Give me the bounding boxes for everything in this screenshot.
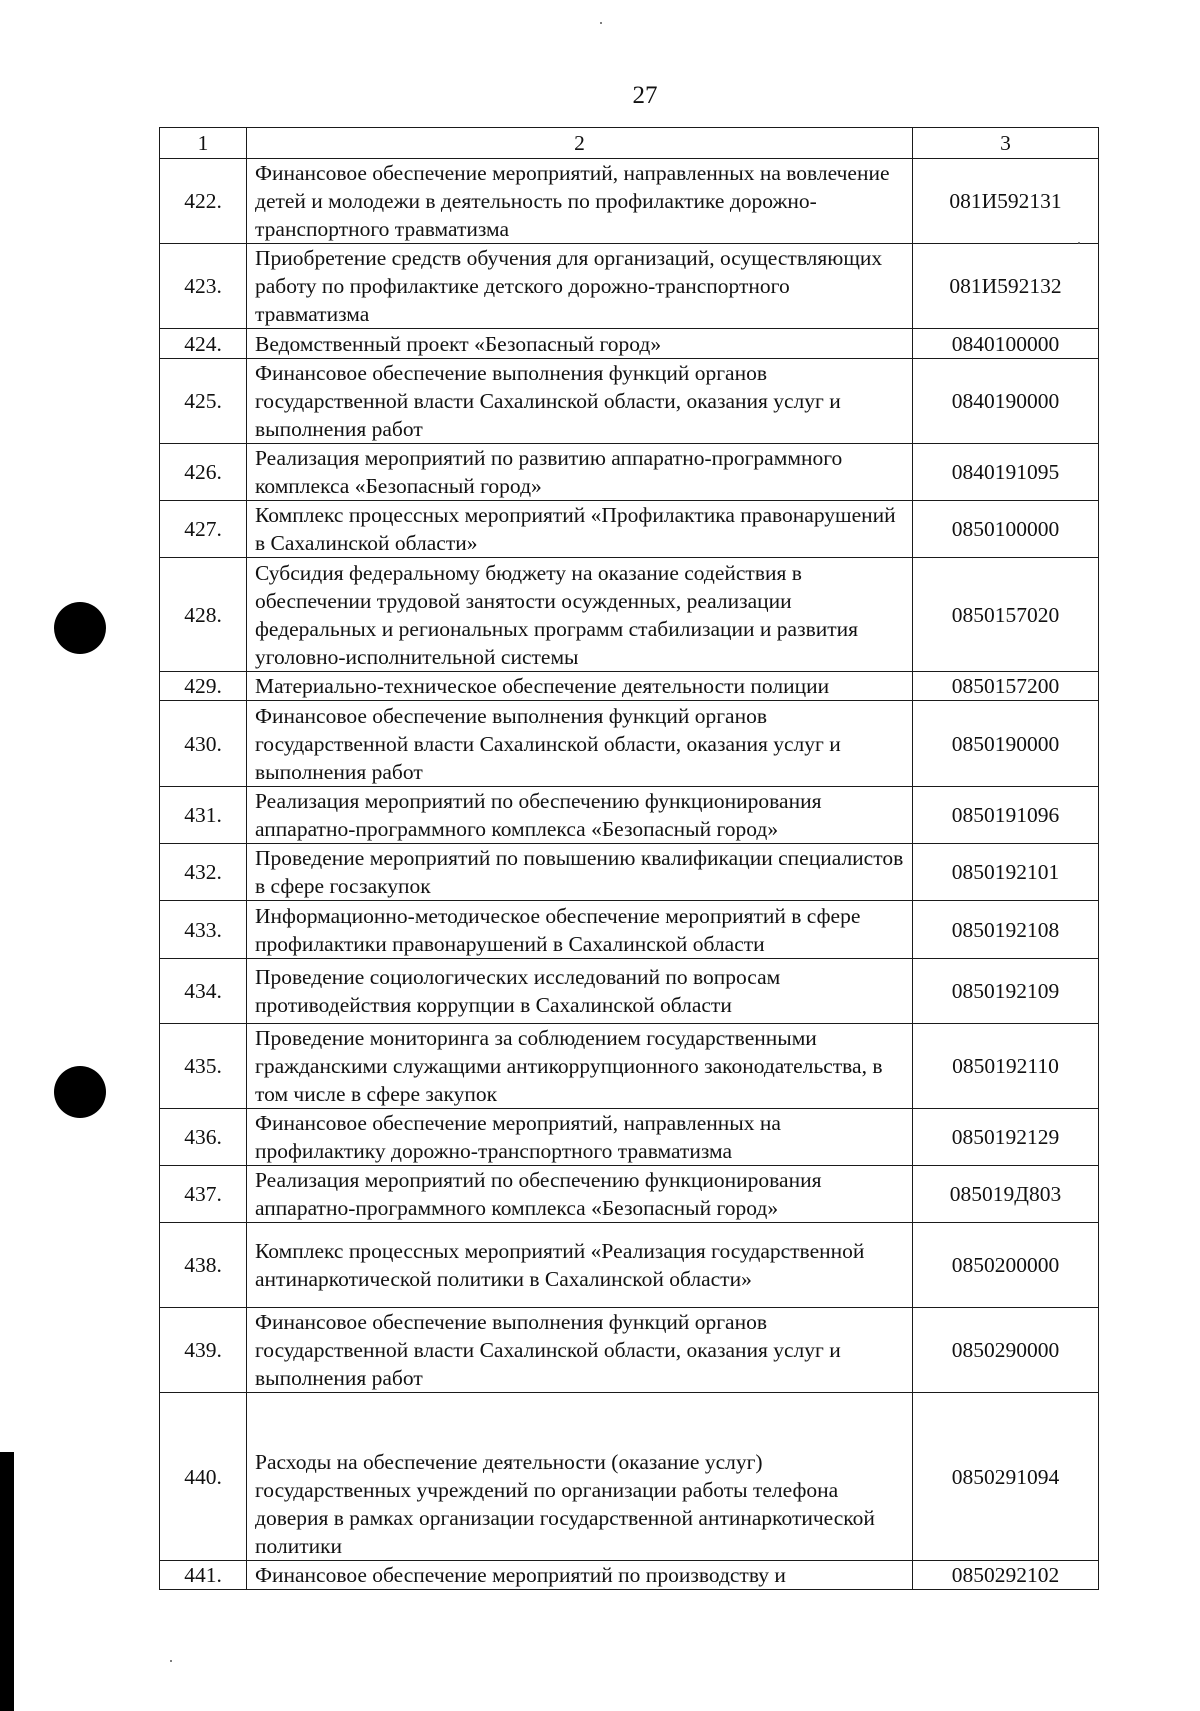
row-number: 423. [160,244,247,329]
table-row [160,501,1099,558]
row-name: Проведение социологических исследований по вопросам противодействия коррупции в Сахалинской области [247,959,913,1024]
row-code: 0850192110 [913,1024,1099,1109]
row-name: Материально-техническое обеспечение деятельности полиции [247,672,913,701]
row-number: 436. [160,1109,247,1166]
table-row [160,959,1099,1024]
page-number: 27 [632,82,658,109]
row-name: Реализация мероприятий по обеспечению функционирования аппаратно-программного комплекса «Безопасный город» [247,787,913,844]
table-row [160,244,1099,329]
row-code: 0850292102 [913,1561,1099,1590]
table-row [160,787,1099,844]
row-number: 430. [160,701,247,787]
column-header-name: 2 [247,128,913,159]
budget-classification-table [159,127,1099,1590]
scan-speck [170,1660,172,1662]
row-code: 0840190000 [913,359,1099,444]
row-name: Реализация мероприятий по обеспечению функционирования аппаратно-программного комплекса «Безопасный город» [247,1166,913,1223]
row-number: 435. [160,1024,247,1109]
column-header-code: 3 [913,128,1099,159]
row-name: Финансовое обеспечение мероприятий по производству и [247,1561,913,1590]
table-row [160,672,1099,701]
table-row [160,1166,1099,1223]
row-number: 425. [160,359,247,444]
table-row [160,1024,1099,1109]
row-name: Проведение мониторинга за соблюдением государственными гражданскими служащими антикоррупционного законодательства, в том числе в сфере закупок [247,1024,913,1109]
row-code: 0850192109 [913,959,1099,1024]
table-row [160,1561,1099,1590]
row-code: 0850192101 [913,844,1099,901]
punch-hole-mark [54,1066,106,1118]
table-row [160,701,1099,787]
row-name: Комплекс процессных мероприятий «Реализация государственной антинаркотической политики в Сахалинской области» [247,1223,913,1308]
table-row [160,558,1099,672]
table-row [160,844,1099,901]
row-code: 0850100000 [913,501,1099,558]
row-number: 428. [160,558,247,672]
row-name: Приобретение средств обучения для организаций, осуществляющих работу по профилактике детского дорожно-транспортного травматизма [247,244,913,329]
table-row [160,359,1099,444]
row-name: Финансовое обеспечение выполнения функций органов государственной власти Сахалинской области, оказания услуг и выполнения работ [247,359,913,444]
table-row [160,444,1099,501]
row-number: 427. [160,501,247,558]
row-number: 424. [160,329,247,359]
row-code: 081И592131 [913,159,1099,244]
row-number: 438. [160,1223,247,1308]
row-name: Комплекс процессных мероприятий «Профилактика правонарушений в Сахалинской области» [247,501,913,558]
row-code: 0850290000 [913,1308,1099,1393]
scan-speck [600,22,602,24]
table-row [160,329,1099,359]
row-number: 440. [160,1393,247,1561]
row-code: 0850291094 [913,1393,1099,1561]
table-row [160,1308,1099,1393]
row-name: Финансовое обеспечение выполнения функций органов государственной власти Сахалинской области, оказания услуг и выполнения работ [247,1308,913,1393]
column-header-number: 1 [160,128,247,159]
row-code: 0850190000 [913,701,1099,787]
table-header-row [160,128,1099,159]
punch-hole-mark [54,602,106,654]
row-number: 426. [160,444,247,501]
row-code: 085019Д803 [913,1166,1099,1223]
table-row [160,1109,1099,1166]
row-number: 429. [160,672,247,701]
row-name: Реализация мероприятий по развитию аппаратно-программного комплекса «Безопасный город» [247,444,913,501]
row-number: 433. [160,901,247,959]
row-name: Информационно-методическое обеспечение мероприятий в сфере профилактики правонарушений в Сахалинской области [247,901,913,959]
row-name: Финансовое обеспечение мероприятий, направленных на вовлечение детей и молодежи в деятельность по профилактике дорожно-транспортного травматизма [247,159,913,244]
table-row [160,1223,1099,1308]
scan-edge-shadow [0,1452,14,1711]
row-name: Финансовое обеспечение выполнения функций органов государственной власти Сахалинской области, оказания услуг и выполнения работ [247,701,913,787]
table-row [160,901,1099,959]
row-code: 0840191095 [913,444,1099,501]
row-name: Ведомственный проект «Безопасный город» [247,329,913,359]
row-number: 432. [160,844,247,901]
scan-speck [1078,242,1080,244]
row-name: Субсидия федеральному бюджету на оказание содействия в обеспечении трудовой занятости осужденных, реализации федеральных и региональных программ стабилизации и развития уголовно-исполнительной системы [247,558,913,672]
table-row [160,159,1099,244]
row-name: Проведение мероприятий по повышению квалификации специалистов в сфере госзакупок [247,844,913,901]
table-row [160,1393,1099,1561]
row-number: 439. [160,1308,247,1393]
row-number: 441. [160,1561,247,1590]
row-number: 431. [160,787,247,844]
row-code: 081И592132 [913,244,1099,329]
row-number: 422. [160,159,247,244]
row-code: 0850192129 [913,1109,1099,1166]
row-code: 0850200000 [913,1223,1099,1308]
row-code: 0850192108 [913,901,1099,959]
row-name: Расходы на обеспечение деятельности (оказание услуг) государственных учреждений по организации работы телефона доверия в рамках организации государственной антинаркотической политики [247,1393,913,1561]
row-number: 437. [160,1166,247,1223]
row-code: 0850191096 [913,787,1099,844]
row-code: 0850157200 [913,672,1099,701]
row-name: Финансовое обеспечение мероприятий, направленных на профилактику дорожно-транспортного травматизма [247,1109,913,1166]
row-code: 0850157020 [913,558,1099,672]
row-code: 0840100000 [913,329,1099,359]
row-number: 434. [160,959,247,1024]
